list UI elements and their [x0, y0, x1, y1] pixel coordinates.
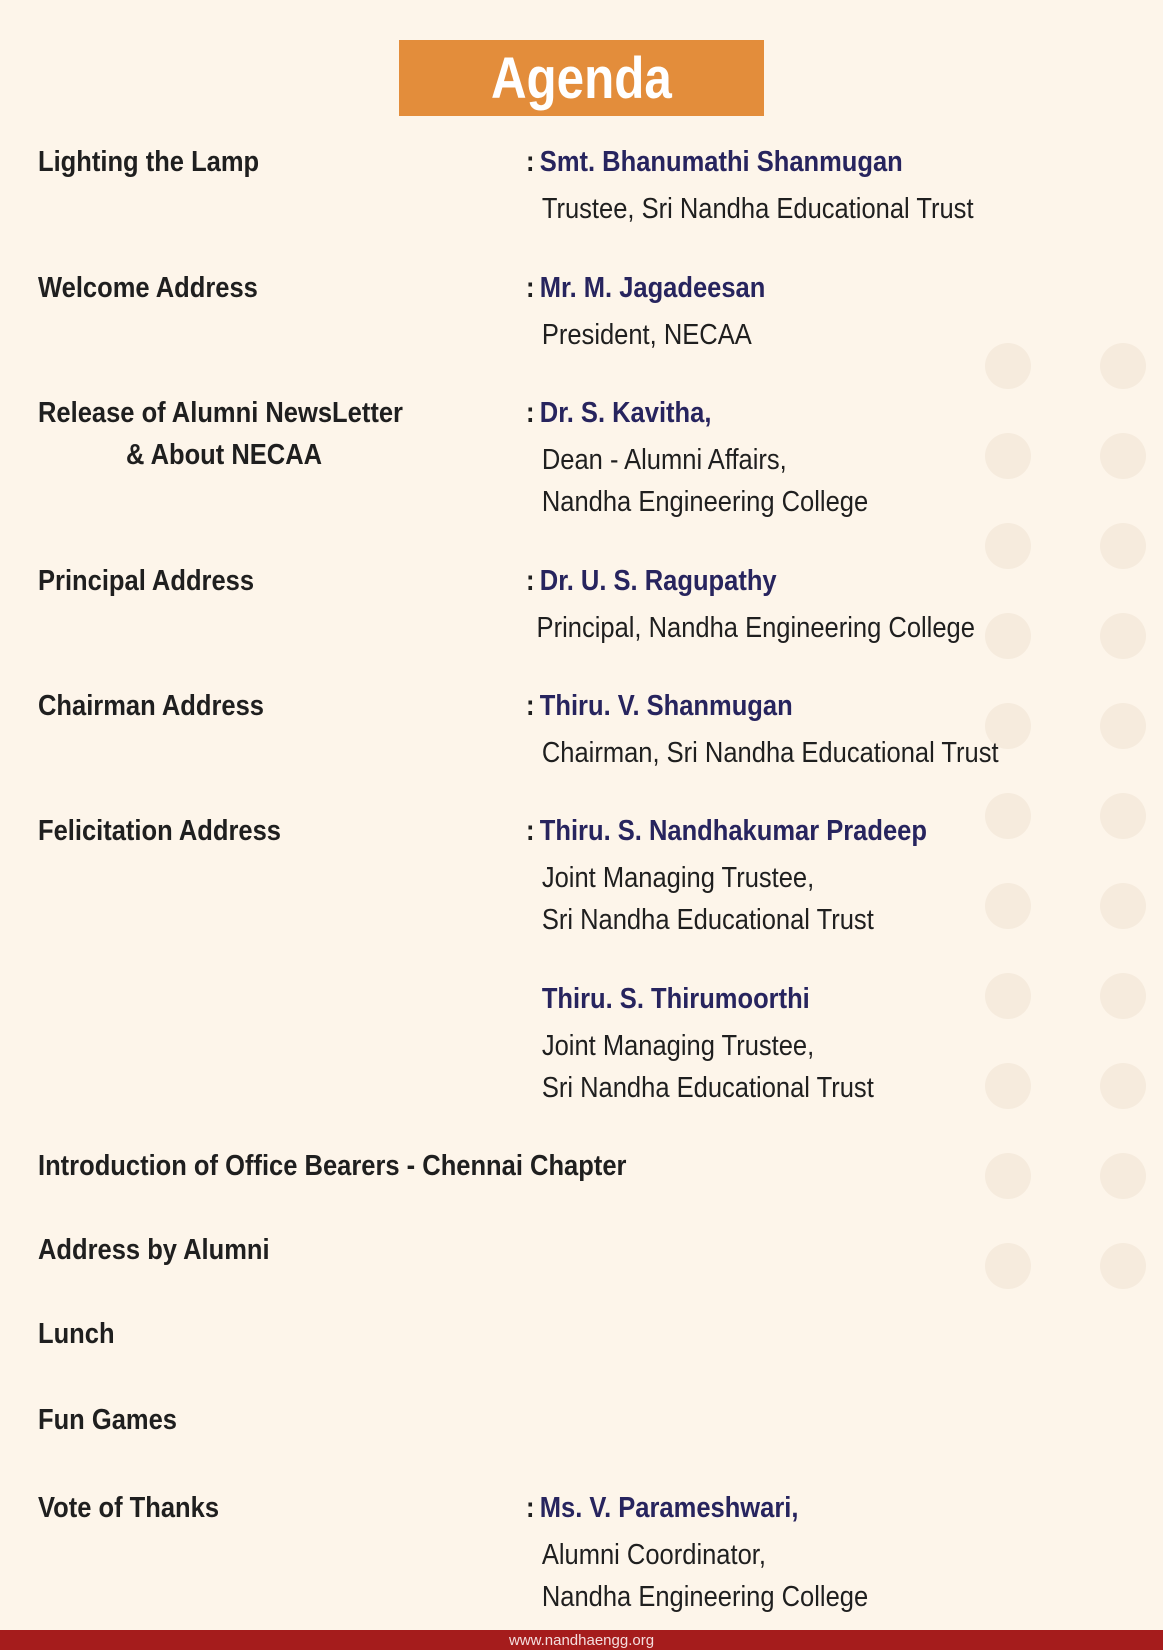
- decor-dot: [1100, 703, 1146, 749]
- speaker-role: Joint Managing Trustee,: [541, 1030, 815, 1062]
- agenda-item-label: [38, 392, 403, 476]
- decor-dot: [1100, 523, 1146, 569]
- decor-dot: [985, 1063, 1031, 1109]
- separator-colon: :: [526, 397, 535, 429]
- decor-dot: [1100, 1063, 1146, 1109]
- agenda-speaker: [526, 392, 868, 523]
- agenda-item-label-text: Lighting the Lamp: [38, 146, 260, 178]
- speaker-name: Ms. V. Parameshwari,: [539, 1492, 799, 1524]
- separator-colon: :: [526, 1492, 535, 1524]
- speaker-name: Thiru. V. Shanmugan: [539, 690, 793, 722]
- decor-dot: [985, 973, 1031, 1019]
- speaker-role: Principal, Nandha Engineering College: [536, 612, 975, 644]
- speaker-organization: Nandha Engineering College: [541, 1581, 869, 1613]
- agenda-speaker: [526, 810, 927, 941]
- page-title: Agenda: [491, 45, 672, 111]
- agenda-speaker: [526, 560, 975, 649]
- agenda-item-label: [38, 810, 281, 852]
- speaker-name: Thiru. S. Nandhakumar Pradeep: [539, 815, 927, 847]
- speaker-role: Chairman, Sri Nandha Educational Trust: [541, 737, 999, 769]
- speaker-name: Mr. M. Jagadeesan: [539, 272, 766, 304]
- footer-bar: [0, 1630, 1163, 1650]
- decor-dot: [985, 523, 1031, 569]
- agenda-item-label: [38, 1399, 177, 1441]
- decor-dot: [985, 1153, 1031, 1199]
- separator-colon: :: [526, 815, 535, 847]
- agenda-item-label: [38, 1313, 115, 1355]
- agenda-item-label: [38, 1487, 219, 1529]
- agenda-speaker: [526, 267, 765, 356]
- agenda-item-label: [38, 685, 264, 727]
- agenda-item-label-text: Lunch: [38, 1318, 115, 1350]
- agenda-item-label-text: Welcome Address: [38, 272, 258, 304]
- decor-dot: [1100, 1153, 1146, 1199]
- speaker-role: Alumni Coordinator,: [541, 1539, 766, 1571]
- speaker-name: Thiru. S. Thirumoorthi: [541, 983, 810, 1015]
- speaker-organization: Sri Nandha Educational Trust: [541, 1072, 874, 1104]
- agenda-item-label: [38, 267, 258, 309]
- separator-colon: :: [526, 565, 535, 597]
- speaker-organization: Nandha Engineering College: [541, 486, 869, 518]
- decor-dot: [1100, 973, 1146, 1019]
- agenda-speaker: [526, 141, 974, 230]
- agenda-item-label-text: Vote of Thanks: [38, 1492, 220, 1524]
- speaker-role: President, NECAA: [541, 319, 752, 351]
- agenda-item-label-text: Fun Games: [38, 1404, 177, 1436]
- speaker-role: Dean - Alumni Affairs,: [541, 444, 787, 476]
- agenda-item-label-text: Principal Address: [38, 565, 255, 597]
- decor-dot: [985, 613, 1031, 659]
- decor-dot: [1100, 433, 1146, 479]
- agenda-item-label-text: & About NECAA: [126, 439, 323, 471]
- speaker-organization: Sri Nandha Educational Trust: [541, 904, 874, 936]
- agenda-item-label: [38, 560, 254, 602]
- decor-dot: [1100, 1243, 1146, 1289]
- agenda-speaker: [526, 685, 999, 774]
- decor-dot: [985, 343, 1031, 389]
- decor-dot: [985, 883, 1031, 929]
- agenda-item-label: [38, 1145, 626, 1187]
- separator-colon: :: [526, 146, 535, 178]
- decor-dot: [985, 1243, 1031, 1289]
- agenda-item-label-text: Address by Alumni: [38, 1234, 270, 1266]
- decorative-dot-pattern: [985, 343, 1155, 1293]
- decor-dot: [1100, 883, 1146, 929]
- agenda-speaker: [526, 978, 874, 1109]
- title-banner: [399, 40, 764, 116]
- agenda-item-label-text: Introduction of Office Bearers - Chennai Chapter: [38, 1150, 627, 1182]
- speaker-name: Dr. S. Kavitha,: [539, 397, 712, 429]
- decor-dot: [985, 433, 1031, 479]
- agenda-item-label-text: Release of Alumni NewsLetter: [38, 397, 403, 429]
- decor-dot: [1100, 343, 1146, 389]
- separator-colon: :: [526, 272, 535, 304]
- agenda-item-label: [38, 141, 259, 183]
- agenda-item-label: [38, 1229, 270, 1271]
- agenda-speaker: [526, 1487, 868, 1618]
- speaker-role: Joint Managing Trustee,: [541, 862, 815, 894]
- decor-dot: [1100, 613, 1146, 659]
- separator-colon: :: [526, 690, 535, 722]
- agenda-item-label-text: Chairman Address: [38, 690, 264, 722]
- speaker-name: Dr. U. S. Ragupathy: [539, 565, 777, 597]
- footer-website-link[interactable]: www.nandhaengg.org: [508, 1631, 655, 1649]
- speaker-name: Smt. Bhanumathi Shanmugan: [539, 146, 903, 178]
- decor-dot: [985, 793, 1031, 839]
- decor-dot: [1100, 793, 1146, 839]
- speaker-role: Trustee, Sri Nandha Educational Trust: [541, 193, 974, 225]
- agenda-item-label-text: Felicitation Address: [38, 815, 281, 847]
